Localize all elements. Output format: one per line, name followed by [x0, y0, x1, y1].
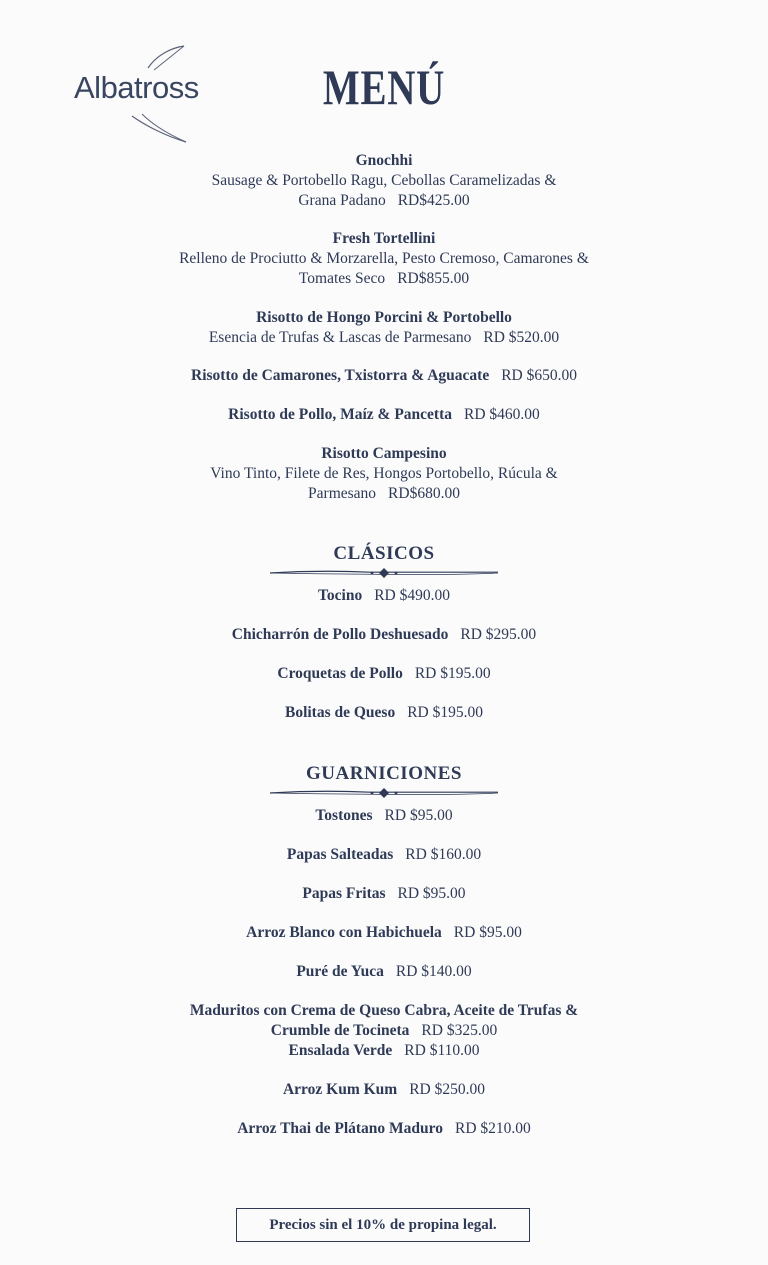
item-description: Parmesano — [308, 485, 377, 502]
item-price: RD$425.00 — [397, 192, 470, 209]
item-name: Papas Salteadas — [286, 846, 394, 863]
item-name: Maduritos con Crema de Queso Cabra, Aceite de Trufas & — [189, 1002, 579, 1019]
item-description: Vino Tinto, Filete de Res, Hongos Portobello, Rúcula & — [210, 465, 558, 482]
menu-item — [100, 962, 668, 982]
section-divider — [270, 566, 498, 580]
item-description: Esencia de Trufas & Lascas de Parmesano — [208, 329, 472, 346]
item-price: RD $95.00 — [384, 807, 453, 824]
item-name: Risotto Campesino — [321, 445, 447, 462]
item-name: Risotto de Camarones, Txistorra & Aguacate — [191, 367, 490, 384]
item-price: RD $160.00 — [405, 846, 482, 863]
menu-item — [100, 586, 668, 606]
item-price: RD $195.00 — [407, 704, 484, 721]
item-description: Sausage & Portobello Ragu, Cebollas Caramelizadas & — [211, 172, 557, 189]
menu-item — [100, 1001, 668, 1041]
menu-item — [100, 1119, 668, 1139]
item-price: RD $210.00 — [455, 1120, 531, 1137]
item-name: Tostones — [315, 807, 373, 824]
section-divider — [270, 786, 498, 800]
item-name: Crumble de Tocineta — [270, 1022, 410, 1039]
item-name: Fresh Tortellini — [332, 230, 436, 247]
item-price: RD $650.00 — [501, 367, 577, 384]
item-name: Puré de Yuca — [296, 963, 384, 980]
item-name: Bolitas de Queso — [284, 704, 396, 721]
menu-item — [100, 884, 668, 904]
item-description: Tomates Seco — [298, 270, 386, 287]
tip-notice: Precios sin el 10% de propina legal. — [236, 1208, 530, 1242]
menu-item — [100, 229, 668, 289]
menu-item — [100, 664, 668, 684]
item-description: Relleno de Prociutto & Morzarella, Pesto Cremoso, Camarones & — [179, 250, 589, 267]
menu-item — [100, 625, 668, 645]
item-name: Arroz Kum Kum — [282, 1081, 398, 1098]
menu-item — [100, 923, 668, 943]
item-description: Grana Padano — [298, 192, 386, 209]
item-price: RD $325.00 — [421, 1022, 498, 1039]
item-name: Arroz Thai de Plátano Maduro — [237, 1120, 444, 1137]
item-price: RD $195.00 — [414, 665, 491, 682]
menu-item — [100, 1041, 668, 1061]
logo-text: Albatross — [74, 70, 199, 105]
item-price: RD $110.00 — [404, 1042, 480, 1059]
item-name: Ensalada Verde — [288, 1042, 393, 1059]
page-title: MENÚ — [322, 59, 446, 115]
menu-item — [100, 151, 668, 211]
menu-item — [100, 806, 668, 826]
item-name: Tocino — [317, 587, 363, 604]
menu-item — [100, 845, 668, 865]
item-price: RD $250.00 — [409, 1081, 486, 1098]
item-name: Risotto de Pollo, Maíz & Pancetta — [228, 406, 453, 423]
menu-item — [100, 405, 668, 425]
item-price: RD $490.00 — [374, 587, 451, 604]
menu-item — [100, 366, 668, 386]
item-price: RD $140.00 — [395, 963, 472, 980]
item-name: Croquetas de Pollo — [277, 665, 403, 682]
item-price: RD$855.00 — [397, 270, 470, 287]
menu-item — [100, 1080, 668, 1100]
item-name: Gnochhi — [355, 152, 413, 169]
section-title-clasicos: CLÁSICOS — [333, 543, 435, 564]
item-price: RD$680.00 — [388, 485, 460, 502]
menu-item — [100, 444, 668, 504]
item-name: Papas Fritas — [302, 885, 386, 902]
item-name: Risotto de Hongo Porcini & Portobello — [256, 309, 512, 326]
menu-item — [100, 308, 668, 348]
item-price: RD $460.00 — [464, 406, 540, 423]
item-price: RD $295.00 — [460, 626, 537, 643]
item-price: RD $520.00 — [483, 329, 560, 346]
item-price: RD $95.00 — [397, 885, 466, 902]
menu-item — [100, 703, 668, 723]
item-name: Chicharrón de Pollo Deshuesado — [231, 626, 449, 643]
section-title-guarniciones: GUARNICIONES — [306, 763, 462, 784]
item-name: Arroz Blanco con Habichuela — [246, 924, 442, 941]
item-price: RD $95.00 — [453, 924, 522, 941]
